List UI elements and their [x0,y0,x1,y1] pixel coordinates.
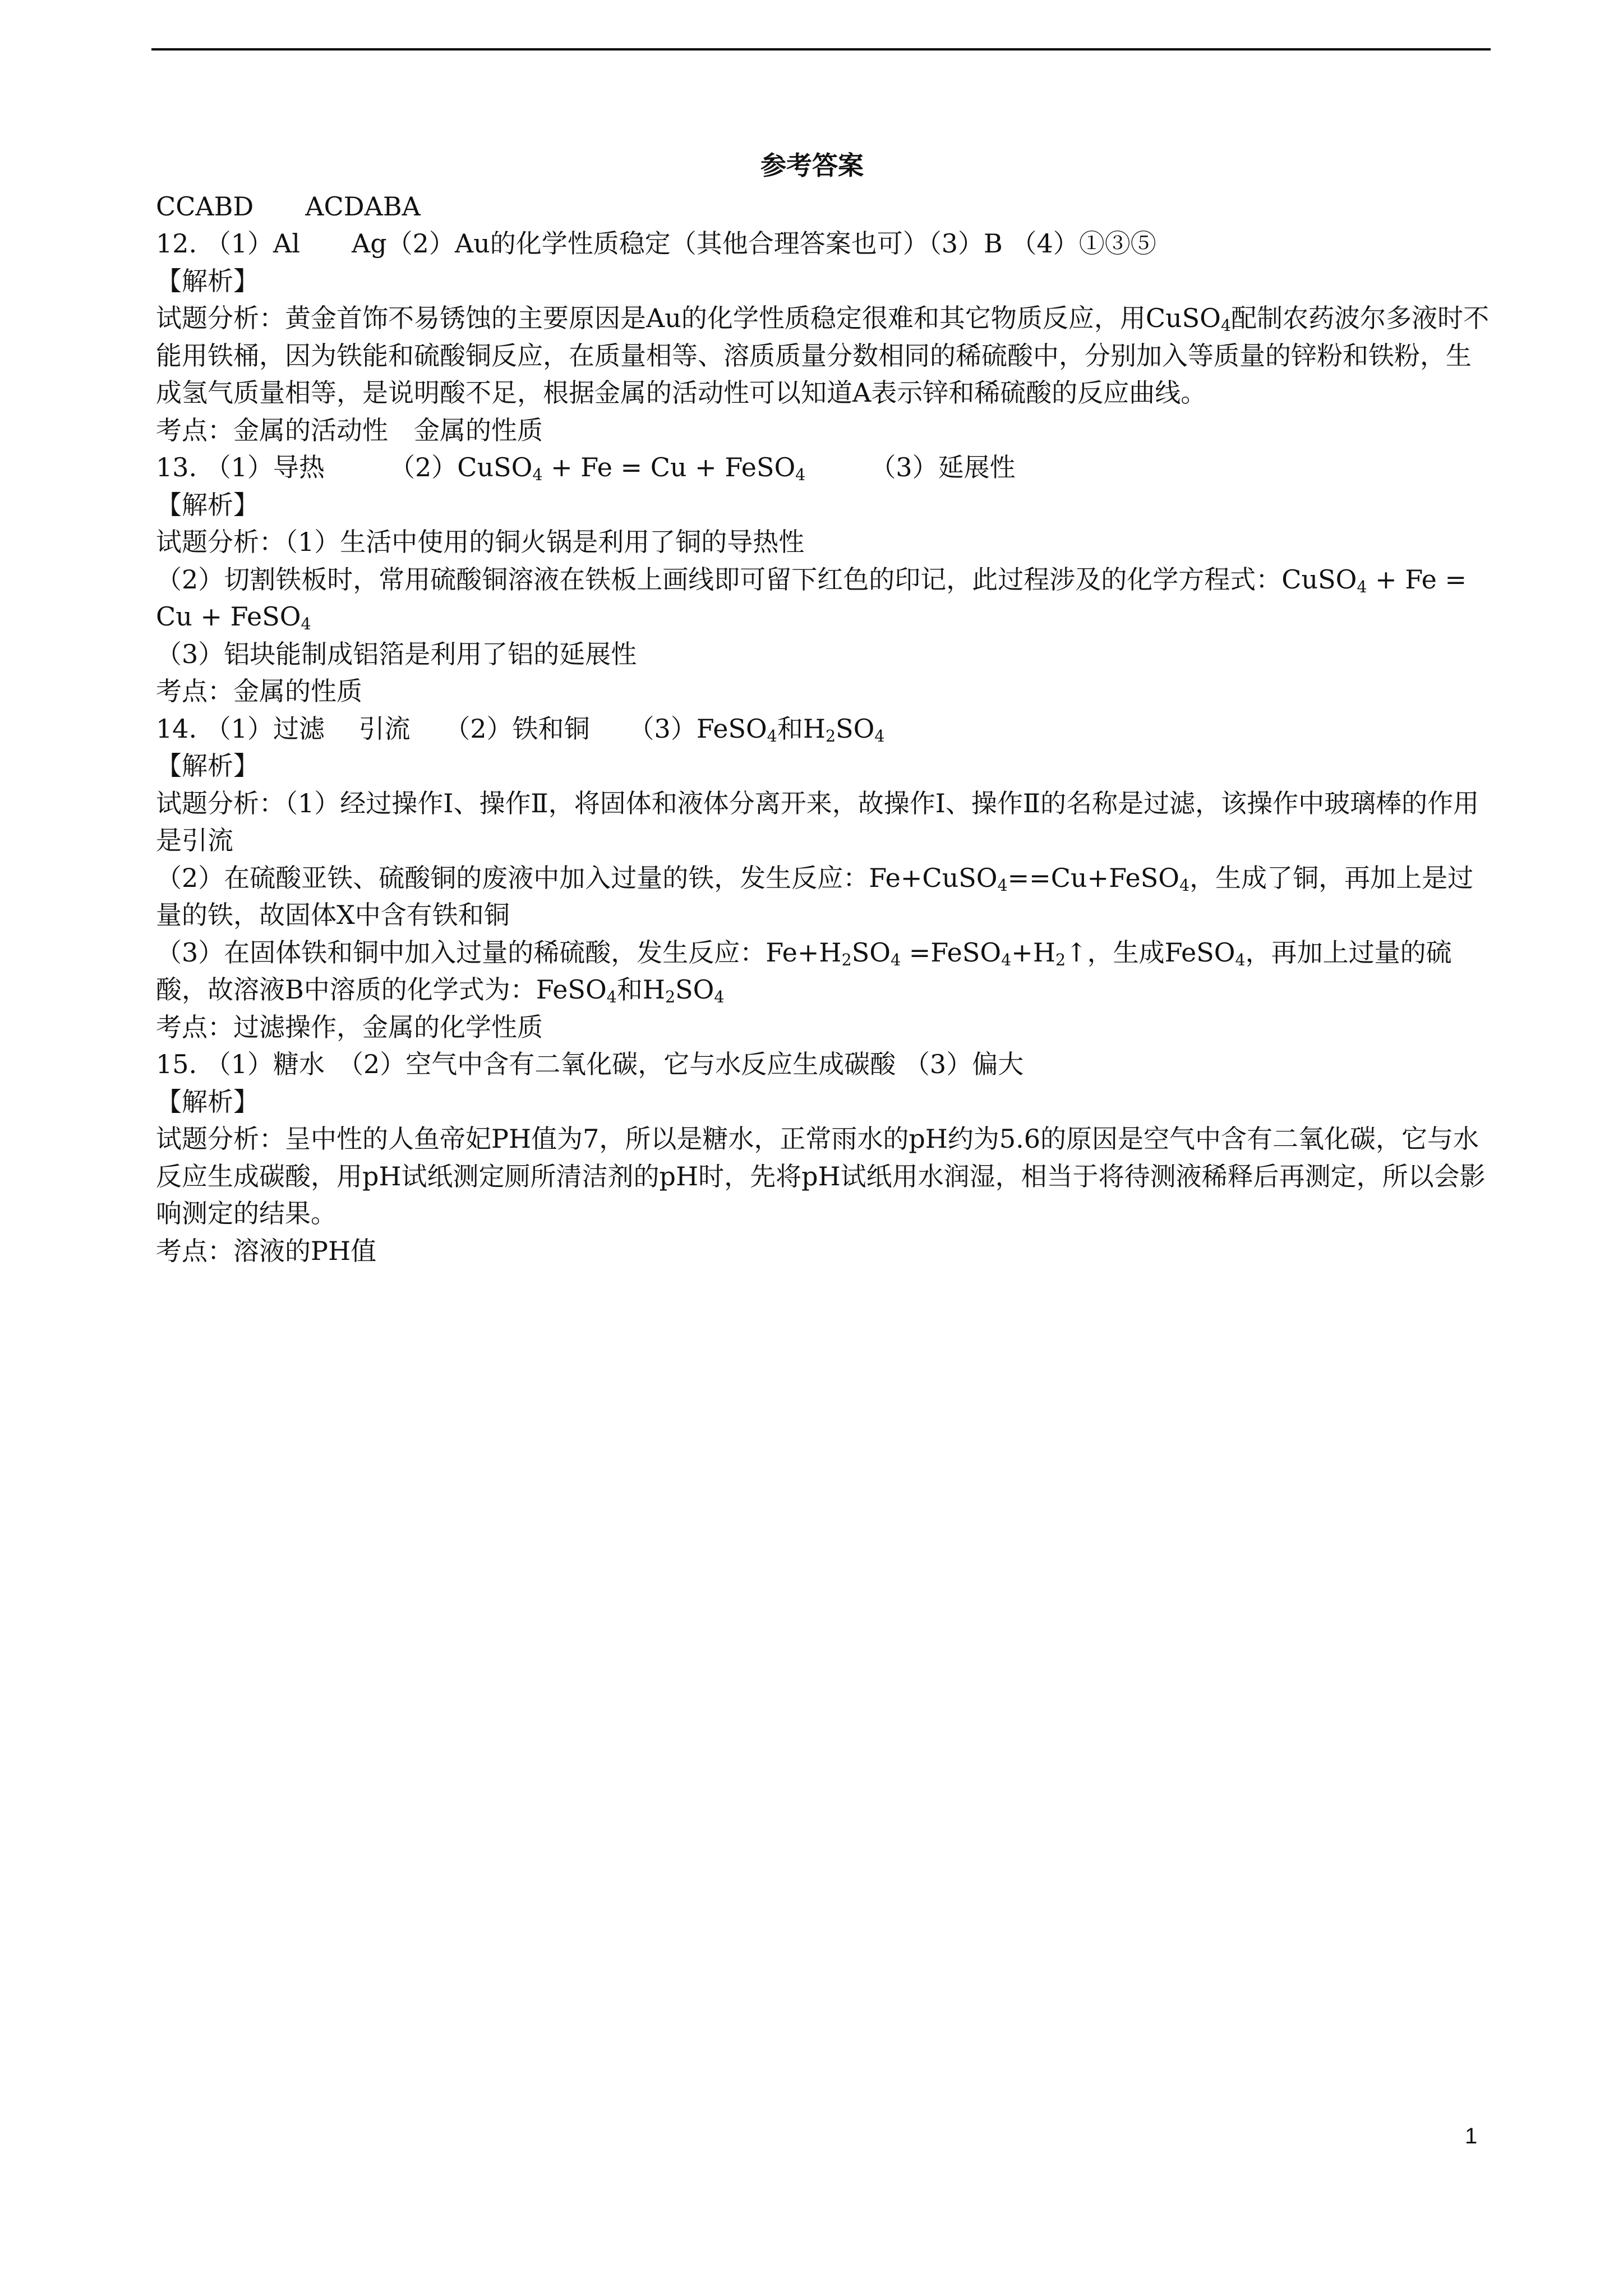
answer-line: 12. （1）Al Ag（2）Au的化学性质稳定（其他合理答案也可）（3）B （4）①③⑤ [156,228,1156,259]
page-number: 1 [1465,2124,1478,2148]
answer-line: 考点：过滤操作，金属的化学性质 [156,1011,543,1042]
page-title: 参考答案 [760,150,864,181]
answer-line: 考点：金属的活动性 金属的性质 [156,415,543,445]
answer-line: 【解析】 [156,1086,259,1117]
answer-line: 考点：金属的性质 [156,676,362,706]
answer-line: 【解析】 [156,751,259,781]
answer-line: （2）在硫酸亚铁、硫酸铜的废液中加入过量的铁，发生反应：Fe+CuSO$_4$==Cu+FeSO$_4$，生成了铜，再加上是过量的铁，故固体X中含有铁和铜 [156,862,1474,930]
answer-line: （2）切割铁板时，常用硫酸铜溶液在铁板上画线即可留下红色的印记，此过程涉及的化学方程式：CuSO$_4$ + Fe = Cu + FeSO$_4$ [156,564,1475,634]
answer-line: 13. （1）导热 （2）CuSO$_4$ + Fe = Cu + FeSO$_4$ （3）延展性 [156,452,1016,485]
answer-key [156,147,1491,1269]
answer-line: 【解析】 [156,265,259,296]
answer-line: 试题分析：呈中性的人鱼帝妃PH值为7，所以是糖水，正常雨水的pH约为5.6的原因是空气中含有二氧化碳，它与水反应生成碳酸，用pH试纸测定厕所清洁剂的pH时，先将pH试纸用水润湿，相当于将待测液稀释后再测定，所以会影响测定的结果。 [156,1124,1486,1228]
answer-lines [156,188,1491,1270]
answer-line: 试题分析：（1）经过操作Ⅰ、操作Ⅱ，将固体和液体分离开来，故操作Ⅰ、操作Ⅱ的名称是过滤，该操作中玻璃棒的作用是引流 [156,788,1479,855]
answer-line: 试题分析：（1）生活中使用的铜火锅是利用了铜的导热性 [156,527,805,557]
answer-line: （3）铝块能制成铝箔是利用了铝的延展性 [156,638,637,669]
answer-line: 【解析】 [156,489,259,520]
answer-line: 14. （1）过滤 引流 （2）铁和铜 （3）FeSO$_4$和$H_2SO_4$ [156,713,885,746]
answer-line: 考点：溶液的PH值 [156,1235,377,1266]
header-rule [151,48,1491,50]
answer-line: 试题分析：黄金首饰不易锈蚀的主要原因是Au的化学性质稳定很难和其它物质反应，用CuSO$_4$配制农药波尔多液时不能用铁桶，因为铁能和硫酸铜反应，在质量相等、溶质质量分数相同的稀硫酸中，分别加入等质量的锌粉和铁粉，生成氢气质量相等，是说明酸不足，根据金属的活动性可以知道A表示锌和稀硫酸的反应曲线。 [156,303,1490,408]
answer-line: （3）在固体铁和铜中加入过量的稀硫酸，发生反应：$Fe+H_2SO_4$ $=FeSO_4+H_2↑$，生成FeSO$_4$，再加上过量的硫酸，故溶液B中溶质的化学式为：FeSO$_4$和$H_2SO_4$ [156,937,1452,1007]
answer-line: CCABD ACDABA [156,191,421,222]
answer-line: 15. （1）糖水 （2）空气中含有二氧化碳，它与水反应生成碳酸 （3）偏大 [156,1049,1024,1079]
